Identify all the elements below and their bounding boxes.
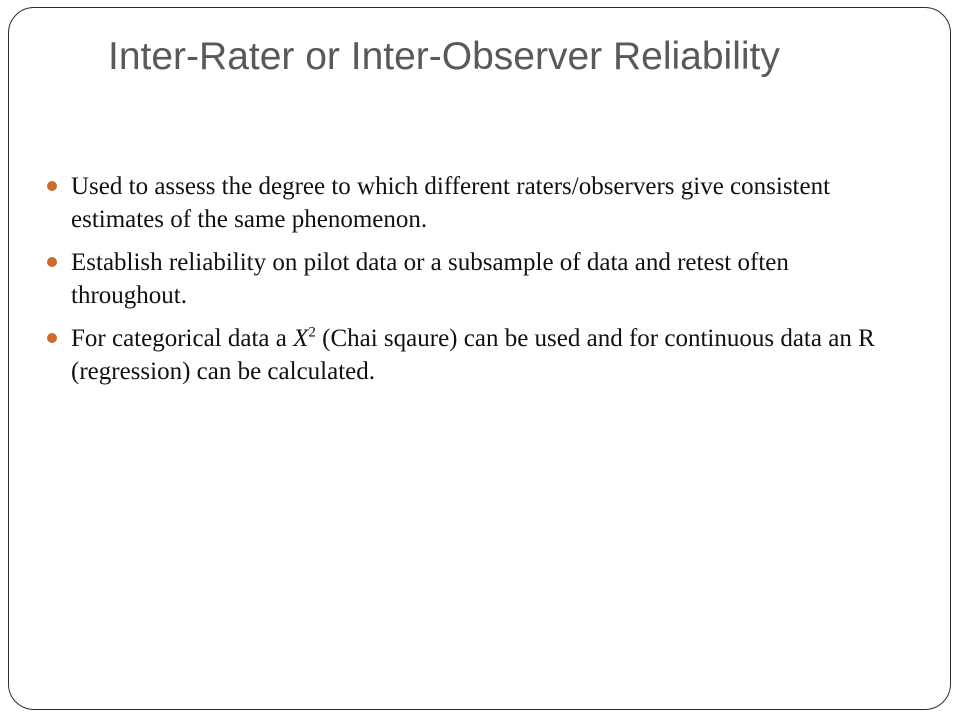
slide-title: Inter-Rater or Inter-Observer Reliability [108, 35, 780, 78]
bullet-item [44, 246, 904, 312]
superscript-two: 2 [308, 324, 316, 341]
bullet-text: Used to assess the degree to which different raters/observers give consistent estimates of the same phenomenon. [71, 173, 831, 233]
bullet-item [44, 170, 904, 236]
bullet-list [44, 170, 904, 398]
bullet-icon [47, 181, 57, 191]
bullet-item [44, 322, 904, 388]
bullet-text-prefix: For categorical data a [71, 325, 294, 352]
chi-square-symbol: X [293, 325, 309, 352]
bullet-icon [47, 257, 57, 267]
bullet-text: Establish reliability on pilot data or a subsample of data and retest often throughout. [71, 249, 789, 309]
bullet-icon [47, 333, 57, 343]
bullet-text-suffix: (Chai sqaure) can be used and for continuous data an R (regression) can be calculated. [71, 325, 875, 385]
